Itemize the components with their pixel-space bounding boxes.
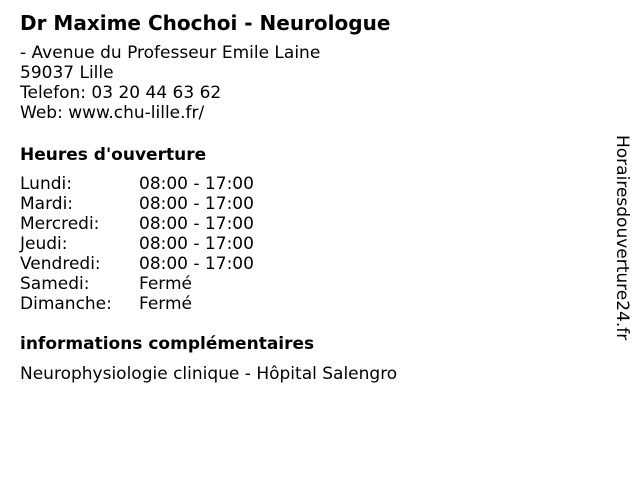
address-street: - Avenue du Professeur Emile Laine: [20, 43, 321, 63]
hours-time: 08:00 - 17:00: [139, 214, 254, 234]
hours-day: Dimanche:: [20, 294, 112, 314]
address-web: Web: www.chu-lille.fr/: [20, 103, 205, 123]
hours-day: Vendredi:: [20, 254, 101, 274]
page-title: Dr Maxime Chochoi - Neurologue: [20, 11, 391, 35]
hours-time: Fermé: [139, 294, 193, 314]
hours-time: 08:00 - 17:00: [139, 194, 254, 214]
hours-heading: Heures d'ouverture: [20, 145, 207, 165]
hours-row: [20, 174, 280, 194]
hours-day: Lundi:: [20, 174, 72, 194]
hours-row: [20, 254, 280, 274]
info-text: Neurophysiologie clinique - Hôpital Salengro: [20, 364, 398, 384]
info-heading: informations complémentaires: [20, 334, 315, 354]
address-phone: Telefon: 03 20 44 63 62: [20, 83, 222, 103]
hours-row: [20, 194, 280, 214]
address-block: [20, 43, 320, 123]
hours-day: Mercredi:: [20, 214, 100, 234]
opening-hours-list: [20, 174, 280, 314]
hours-time: 08:00 - 17:00: [139, 174, 254, 194]
hours-row: [20, 214, 280, 234]
hours-time: Fermé: [139, 274, 193, 294]
hours-time: 08:00 - 17:00: [139, 234, 254, 254]
hours-row: [20, 234, 280, 254]
hours-day: Mardi:: [20, 194, 74, 214]
address-city: 59037 Lille: [20, 63, 114, 83]
hours-day: Jeudi:: [20, 234, 68, 254]
hours-row: [20, 294, 280, 314]
watermark: Horairesdouverture24.fr: [612, 135, 632, 341]
hours-time: 08:00 - 17:00: [139, 254, 254, 274]
hours-day: Samedi:: [20, 274, 90, 294]
hours-row: [20, 274, 280, 294]
